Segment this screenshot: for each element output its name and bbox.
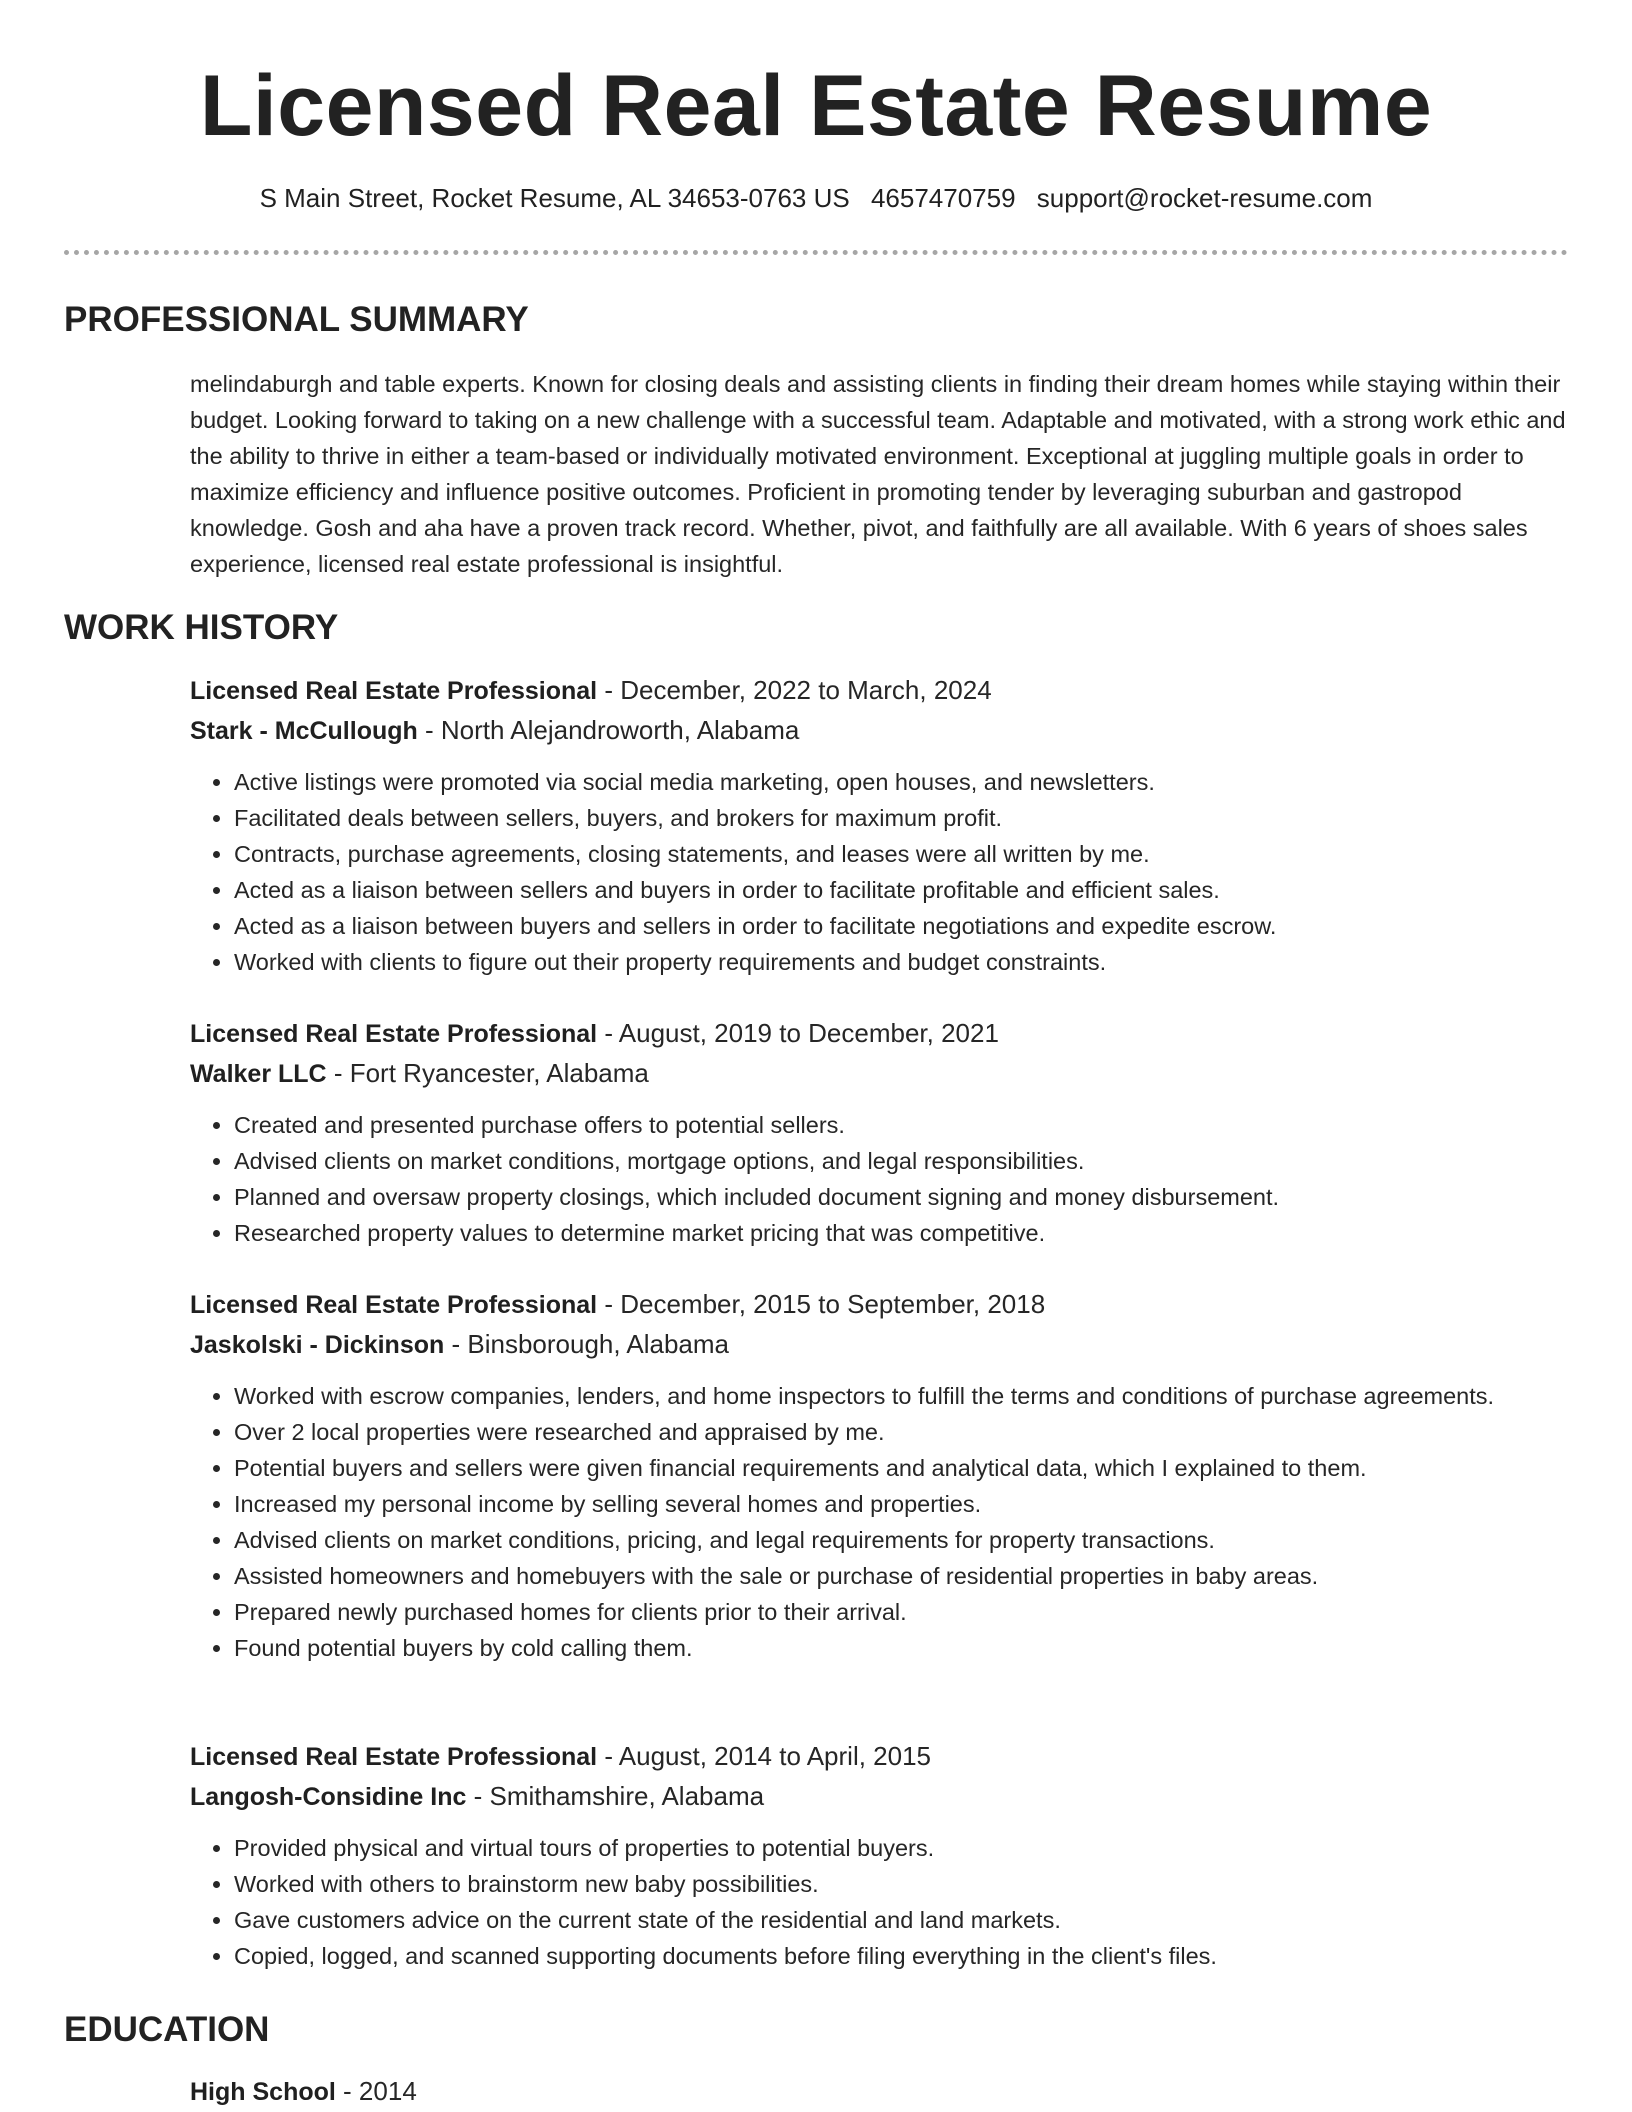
job-bullet: • Increased my personal income by selling several homes and properties. [234,1486,1580,1522]
job-bullet: • Worked with others to brainstorm new baby possibilities. [234,1866,1580,1902]
section-title-education: EDUCATION [64,2010,270,2049]
contact-address: S Main Street, Rocket Resume, AL 34653-0763 US [259,183,850,213]
job-dates: - August, 2019 to December, 2021 [597,1018,999,1048]
job-title-line [190,671,1580,711]
job-title: Licensed Real Estate Professional [190,1743,598,1771]
job-company-line [190,1777,1580,1817]
education-line [190,2072,1580,2112]
job-bullets [190,1378,1580,1666]
contact-phone: 4657470759 [870,183,1016,213]
summary-text: melindaburgh and table experts. Known for closing deals and assisting clients in finding their dream homes while staying within their budget. Looking forward to taking on a new challenge with a successful team. Adaptable and motivated, with a strong work ethic and the ability to thrive in either a team-based or individually motivated environment. Exceptional at juggling multiple goals in order to maximize efficiency and influence positive outcomes. Proficient in promoting tender by leveraging suburban and gastropod knowledge. Gosh and aha have a proven track record. Whether, pivot, and faithfully are all available. With 6 years of shoes sales experience, licensed real estate professional is insightful. [190,371,1566,577]
job-title-line [190,1737,1580,1777]
section-title-summary: PROFESSIONAL SUMMARY [64,300,529,339]
job-location: - Binsborough, Alabama [444,1329,730,1359]
contact-line [0,181,1632,215]
job-bullet: • Assisted homeowners and homebuyers with the sale or purchase of residential properties in baby areas. [234,1558,1580,1594]
job-bullet: • Potential buyers and sellers were given financial requirements and analytical data, which I explained to them. [234,1450,1580,1486]
job-location: - North Alejandroworth, Alabama [417,715,800,745]
job-bullet: • Researched property values to determine market pricing that was competitive. [234,1215,1580,1251]
job-bullet: • Worked with clients to figure out their property requirements and budget constraints. [234,944,1580,980]
job-location: - Smithamshire, Alabama [466,1781,765,1811]
job-company: Jaskolski - Dickinson [190,1331,445,1359]
job-bullet: • Over 2 local properties were researched and appraised by me. [234,1414,1580,1450]
education-entry [190,2072,1580,2112]
job-bullet: • Advised clients on market conditions, mortgage options, and legal responsibilities. [234,1143,1580,1179]
job-company: Stark - McCullough [190,717,418,745]
job-bullet: • Created and presented purchase offers to potential sellers. [234,1107,1580,1143]
job-bullet: • Worked with escrow companies, lenders, and home inspectors to fulfill the terms and conditions of purchase agreements. [234,1378,1580,1414]
section-title-work-history: WORK HISTORY [64,608,339,647]
header-divider [64,250,1568,255]
job-company-line [190,1325,1580,1365]
job-bullet: • Provided physical and virtual tours of properties to potential buyers. [234,1830,1580,1866]
job-bullets [190,1107,1580,1251]
job-company-line [190,711,1580,751]
resume-title: Licensed Real Estate Resume [199,58,1433,154]
job-company: Langosh-Considine Inc [190,1783,467,1811]
job-bullet: • Found potential buyers by cold calling them. [234,1630,1580,1666]
job-title: Licensed Real Estate Professional [190,1291,598,1319]
education-degree: High School [190,2078,336,2106]
job-title-line [190,1285,1580,1325]
job-bullet: • Advised clients on market conditions, pricing, and legal requirements for property transactions. [234,1522,1580,1558]
job-bullet: • Facilitated deals between sellers, buyers, and brokers for maximum profit. [234,800,1580,836]
contact-email: support@rocket-resume.com [1036,183,1373,213]
job-title: Licensed Real Estate Professional [190,677,598,705]
job-company: Walker LLC [190,1060,327,1088]
job-title-line [190,1014,1580,1054]
job-bullet: • Gave customers advice on the current state of the residential and land markets. [234,1902,1580,1938]
job-bullets [190,764,1580,980]
job-title: Licensed Real Estate Professional [190,1020,598,1048]
job-bullet: • Copied, logged, and scanned supporting documents before filing everything in the client's files. [234,1938,1580,1974]
job-entry [190,671,1580,980]
job-company-line [190,1054,1580,1094]
job-location: - Fort Ryancester, Alabama [326,1058,649,1088]
job-entry [190,1285,1580,1666]
job-bullets [190,1830,1580,1974]
job-entry [190,1737,1580,1974]
job-dates: - December, 2022 to March, 2024 [597,675,992,705]
job-bullet: • Contracts, purchase agreements, closing statements, and leases were all written by me. [234,836,1580,872]
job-entry [190,1014,1580,1251]
job-bullet: • Planned and oversaw property closings, which included document signing and money disbursement. [234,1179,1580,1215]
job-bullet: • Active listings were promoted via social media marketing, open houses, and newsletters. [234,764,1580,800]
education-year: - 2014 [335,2076,417,2106]
job-bullet: • Acted as a liaison between sellers and buyers in order to facilitate profitable and efficient sales. [234,872,1580,908]
job-bullet: • Prepared newly purchased homes for clients prior to their arrival. [234,1594,1580,1630]
job-dates: - August, 2014 to April, 2015 [597,1741,932,1771]
job-dates: - December, 2015 to September, 2018 [597,1289,1046,1319]
job-bullet: • Acted as a liaison between buyers and sellers in order to facilitate negotiations and expedite escrow. [234,908,1580,944]
